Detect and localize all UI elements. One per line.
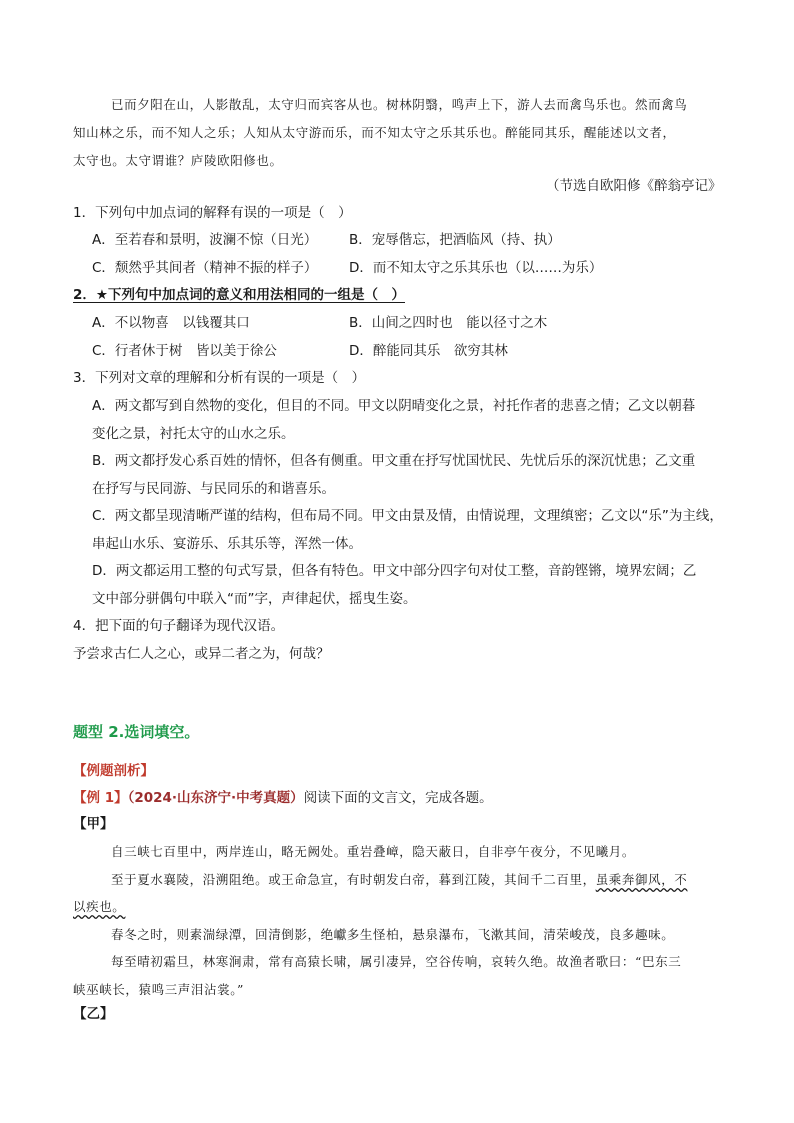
wavy-underlined-text: 以疾也。 xyxy=(73,899,126,914)
passage-label-yi: 【乙】 xyxy=(73,1006,114,1022)
option-d: D．醉能同其乐 欲穷其林 xyxy=(349,343,508,359)
option-a: A．至若春和景明，波澜不惊（日光） xyxy=(92,232,318,248)
option-c: C．颓然乎其间者（精神不振的样子） xyxy=(92,260,318,276)
question-4-stem: 4．把下面的句子翻译为现代汉语。 xyxy=(73,618,285,634)
option-b: B．山间之四时也 能以径寸之木 xyxy=(349,315,548,331)
option-b-cont: 在抒写与民同游、与民同乐的和谐喜乐。 xyxy=(92,481,335,497)
option-a: A．不以物喜 以钱覆其口 xyxy=(92,315,250,331)
passage-line: 自三峡七百里中，两岸连山，略无阙处。重岩叠嶂，隐天蔽日，自非亭午夜分，不见曦月。 xyxy=(111,844,636,859)
passage-text: 至于夏水襄陵，沿溯阻绝。或王命急宣，有时朝发白帝，暮到江陵，其间千二百里， xyxy=(111,872,596,887)
passage-line: 春冬之时，则素湍绿潭，回清倒影，绝巘多生怪柏，悬泉瀑布，飞漱其间，清荣峻茂，良多趣味。 xyxy=(111,927,675,942)
example-header xyxy=(73,788,493,808)
option-c: C．两文都呈现清晰严谨的结构，但布局不同。甲文由景及情，由情说理，文理缜密；乙文以“乐”为主线， xyxy=(92,508,723,524)
passage-line xyxy=(73,897,125,917)
example-source: （2024·山东济宁·中考真题） xyxy=(127,790,304,806)
passage-line: 太守也。太守谓谁？庐陵欧阳修也。 xyxy=(73,153,283,168)
section-title: 题型 2.选词填空。 xyxy=(73,723,200,741)
passage-line: 已而夕阳在山，人影散乱，太守归而宾客从也。树林阴翳，鸣声上下，游人去而禽鸟乐也。然而禽鸟 xyxy=(111,97,688,112)
passage-line: 每至晴初霜旦，林寒涧肃，常有高猿长啸，属引凄异，空谷传响，哀转久绝。故渔者歌曰：“巴东三 xyxy=(111,954,682,969)
question-3-stem: 3．下列对文章的理解和分析有误的一项是（ ） xyxy=(73,370,366,386)
option-b: B．两文都抒发心系百姓的情怀，但各有侧重。甲文重在抒写忧国忧民、先忧后乐的深沉忧患；乙文重 xyxy=(92,453,696,469)
passage-label-jia: 【甲】 xyxy=(73,816,114,832)
option-d-cont: 文中部分骈偶句中联入“而”字，声律起伏，摇曳生姿。 xyxy=(92,591,417,607)
option-a-cont: 变化之景，衬托太守的山水之乐。 xyxy=(92,426,295,442)
passage-line xyxy=(111,870,687,890)
option-a: A．两文都写到自然物的变化，但目的不同。甲文以阴晴变化之景，衬托作者的悲喜之情；乙文以朝暮 xyxy=(92,398,696,414)
analysis-tag: 【例题剖析】 xyxy=(73,763,154,779)
option-c-cont: 串起山水乐、宴游乐、乐其乐等，浑然一体。 xyxy=(92,536,362,552)
option-b: B．宠辱偕忘，把酒临风（持、执） xyxy=(349,232,561,248)
example-tag: 【例 1】 xyxy=(73,790,128,806)
option-d: D．而不知太守之乐其乐也（以……为乐） xyxy=(349,260,603,276)
option-c: C．行者休于树 皆以美于徐公 xyxy=(92,343,277,359)
option-d: D．两文都运用工整的句式写景，但各有特色。甲文中部分四字句对仗工整，音韵铿锵，境界宏阔；乙 xyxy=(92,563,697,579)
translation-sentence: 予尝求古仁人之心，或异二者之为，何哉？ xyxy=(73,646,330,662)
question-1-stem: 1．下列句中加点词的解释有误的一项是（ ） xyxy=(73,205,352,221)
question-2-stem: 2．★下列句中加点词的意义和用法相同的一组是（ ） xyxy=(73,287,405,303)
passage-line: 知山林之乐，而不知人之乐；人知从太守游而乐，而不知太守之乐其乐也。醉能同其乐，醒能述以文者， xyxy=(73,125,676,140)
passage-line: 峡巫峡长，猿鸣三声泪沾裳。” xyxy=(73,982,245,997)
example-prompt: 阅读下面的文言文，完成各题。 xyxy=(303,790,493,806)
passage-source: （节选自欧阳修《醉翁亭记》 xyxy=(546,178,722,194)
wavy-underlined-text: 虽乘奔御风，不 xyxy=(595,872,688,887)
